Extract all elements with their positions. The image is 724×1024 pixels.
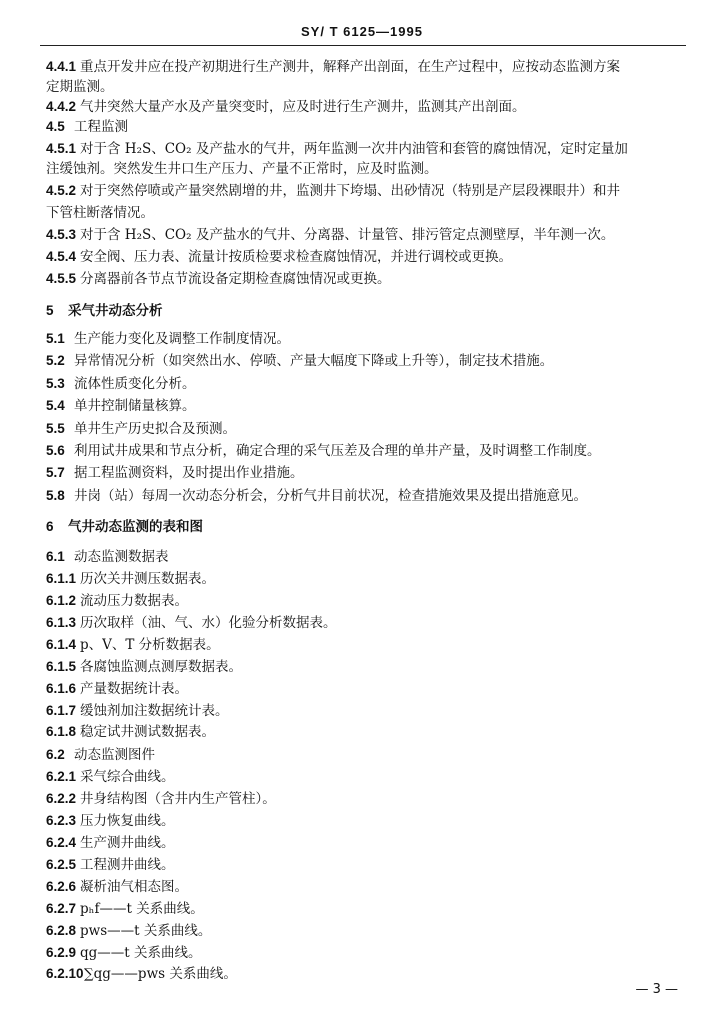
clause-number: 6.2.5 — [46, 857, 77, 872]
clause-number: 4.5.4 — [46, 249, 77, 264]
clause-text: ∑qg——pws 关系曲线。 — [84, 966, 237, 982]
clause-line — [46, 768, 175, 786]
clause-number: 6.1.5 — [46, 659, 77, 674]
clause-text: 动态监测图件 — [74, 747, 155, 763]
clause-number: 5.7 — [46, 465, 65, 480]
header-rule — [40, 45, 686, 46]
clause-number: 5.5 — [46, 421, 65, 436]
clause-text: 单井控制储量核算。 — [74, 398, 196, 414]
clause-text: 定期监测。 — [46, 79, 114, 95]
section-heading — [46, 518, 203, 536]
clause-line — [46, 965, 237, 983]
clause-text: 生产能力变化及调整工作制度情况。 — [74, 331, 290, 347]
clause-line — [46, 900, 204, 918]
clause-text: 稳定试井测试数据表。 — [80, 724, 215, 740]
clause-line — [46, 397, 196, 415]
clause-line — [46, 570, 215, 588]
clause-text: 缓蚀剂加注数据统计表。 — [80, 703, 229, 719]
clause-text: 利用试井成果和节点分析，确定合理的采气压差及合理的单井产量，及时调整工作制度。 — [74, 443, 601, 459]
clause-line — [46, 160, 438, 178]
clause-line — [46, 702, 229, 720]
clause-number: 5.3 — [46, 376, 65, 391]
clause-text: 历次关井测压数据表。 — [80, 571, 215, 587]
clause-number: 4.4.1 — [46, 59, 77, 74]
clause-line — [46, 248, 512, 266]
clause-text: 注缓蚀剂。突然发生井口生产压力、产量不正常时，应及时监测。 — [46, 161, 438, 177]
clause-number: 5.8 — [46, 488, 65, 503]
clause-text: 对于含 H₂S、CO₂ 及产盐水的气井，两年监测一次井内油管和套管的腐蚀情况，定时定量加 — [80, 141, 628, 157]
clause-text: qg——t 关系曲线。 — [80, 945, 202, 961]
clause-text: 气井突然大量产水及产量突变时，应及时进行生产测井，监测其产出剖面。 — [80, 99, 526, 115]
clause-text: 异常情况分析（如突然出水、停喷、产量大幅度下降或上升等），制定技术措施。 — [74, 353, 554, 369]
clause-line — [46, 614, 337, 632]
clause-line — [46, 270, 391, 288]
clause-number: 6.2.3 — [46, 813, 77, 828]
clause-text: 井岗（站）每周一次动态分析会，分析气井目前状况，检查措施效果及提出措施意见。 — [74, 488, 587, 504]
clause-number: 6.2.4 — [46, 835, 77, 850]
clause-line — [46, 592, 188, 610]
clause-number: 5.6 — [46, 443, 65, 458]
clause-line — [46, 140, 628, 158]
clause-text: 气井动态监测的表和图 — [68, 519, 203, 535]
clause-line — [46, 442, 601, 460]
clause-text: 安全阀、压力表、流量计按质检要求检查腐蚀情况，并进行调校或更换。 — [80, 249, 512, 265]
clause-number: 6 — [46, 519, 54, 534]
clause-line — [46, 834, 175, 852]
clause-line — [46, 118, 128, 136]
clause-number: 6.1.2 — [46, 593, 77, 608]
clause-line — [46, 375, 196, 393]
clause-text: 工程测井曲线。 — [80, 857, 175, 873]
clause-number: 5.1 — [46, 331, 65, 346]
clause-text: 压力恢复曲线。 — [80, 813, 175, 829]
clause-text: 单井生产历史拟合及预测。 — [74, 421, 236, 437]
clause-line — [46, 58, 620, 76]
clause-line — [46, 878, 188, 896]
clause-text: 分离器前各节点节流设备定期检查腐蚀情况或更换。 — [80, 271, 391, 287]
clause-text: 井身结构图（含井内生产管柱）。 — [80, 791, 276, 807]
clause-number: 4.5.1 — [46, 141, 77, 156]
clause-text: 流体性质变化分析。 — [74, 376, 196, 392]
clause-number: 6.2.10 — [46, 966, 84, 981]
clause-number: 5 — [46, 303, 54, 318]
clause-number: 6.2.2 — [46, 791, 77, 806]
clause-text: 凝析油气相态图。 — [80, 879, 188, 895]
clause-text: 据工程监测资料，及时提出作业措施。 — [74, 465, 304, 481]
clause-number: 4.5.3 — [46, 227, 77, 242]
clause-line — [46, 204, 154, 222]
clause-number: 6.1.4 — [46, 637, 77, 652]
clause-text: 对于含 H₂S、CO₂ 及产盐水的气井、分离器、计量管、排污管定点测壁厚，半年测一次。 — [80, 227, 615, 243]
clause-number: 5.2 — [46, 353, 65, 368]
clause-number: 6.1 — [46, 549, 65, 564]
clause-line — [46, 548, 169, 566]
clause-line — [46, 226, 614, 244]
clause-line — [46, 330, 290, 348]
clause-number: 6.1.3 — [46, 615, 77, 630]
clause-number: 6.2.9 — [46, 945, 77, 960]
clause-text: 动态监测数据表 — [74, 549, 169, 565]
clause-line — [46, 98, 526, 116]
clause-number: 5.4 — [46, 398, 65, 413]
clause-text: 流动压力数据表。 — [80, 593, 188, 609]
section-heading — [46, 302, 163, 320]
page-number: — 3 — — [635, 982, 678, 997]
clause-number: 6.2.7 — [46, 901, 77, 916]
clause-line — [46, 487, 587, 505]
clause-line — [46, 182, 620, 200]
clause-number: 4.4.2 — [46, 99, 77, 114]
clause-line — [46, 790, 276, 808]
clause-number: 6.1.8 — [46, 724, 77, 739]
clause-line — [46, 636, 220, 654]
clause-text: 各腐蚀监测点测厚数据表。 — [80, 659, 242, 675]
clause-text: 产量数据统计表。 — [80, 681, 188, 697]
clause-line — [46, 922, 211, 940]
clause-text: 历次取样（油、气、水）化验分析数据表。 — [80, 615, 337, 631]
clause-line — [46, 723, 215, 741]
document-header: SY/ T 6125—1995 — [301, 24, 423, 39]
clause-number: 4.5 — [46, 119, 65, 134]
clause-line — [46, 658, 242, 676]
clause-line — [46, 352, 553, 370]
clause-number: 6.1.7 — [46, 703, 77, 718]
clause-line — [46, 420, 236, 438]
clause-line — [46, 746, 155, 764]
clause-text: 采气井动态分析 — [68, 303, 163, 319]
clause-text: 下管柱断落情况。 — [46, 205, 154, 221]
clause-line — [46, 78, 114, 96]
clause-line — [46, 856, 175, 874]
clause-line — [46, 944, 202, 962]
clause-number: 4.5.2 — [46, 183, 77, 198]
clause-number: 6.2 — [46, 747, 65, 762]
clause-number: 6.2.8 — [46, 923, 77, 938]
clause-number: 6.1.1 — [46, 571, 77, 586]
clause-number: 6.2.6 — [46, 879, 77, 894]
clause-text: 采气综合曲线。 — [80, 769, 175, 785]
clause-number: 6.1.6 — [46, 681, 77, 696]
clause-line — [46, 464, 304, 482]
clause-line — [46, 812, 175, 830]
clause-text: 重点开发井应在投产初期进行生产测井，解释产出剖面，在生产过程中，应按动态监测方案 — [80, 59, 620, 75]
clause-line — [46, 680, 188, 698]
clause-text: p、V、T 分析数据表。 — [80, 637, 220, 653]
clause-text: 生产测井曲线。 — [80, 835, 175, 851]
clause-text: pₕf——t 关系曲线。 — [80, 901, 204, 917]
clause-text: 对于突然停喷或产量突然剧增的井，监测井下垮塌、出砂情况（特别是产层段裸眼井）和井 — [80, 183, 620, 199]
clause-number: 6.2.1 — [46, 769, 77, 784]
clause-number: 4.5.5 — [46, 271, 77, 286]
clause-text: 工程监测 — [74, 119, 128, 135]
clause-text: pws——t 关系曲线。 — [80, 923, 212, 939]
